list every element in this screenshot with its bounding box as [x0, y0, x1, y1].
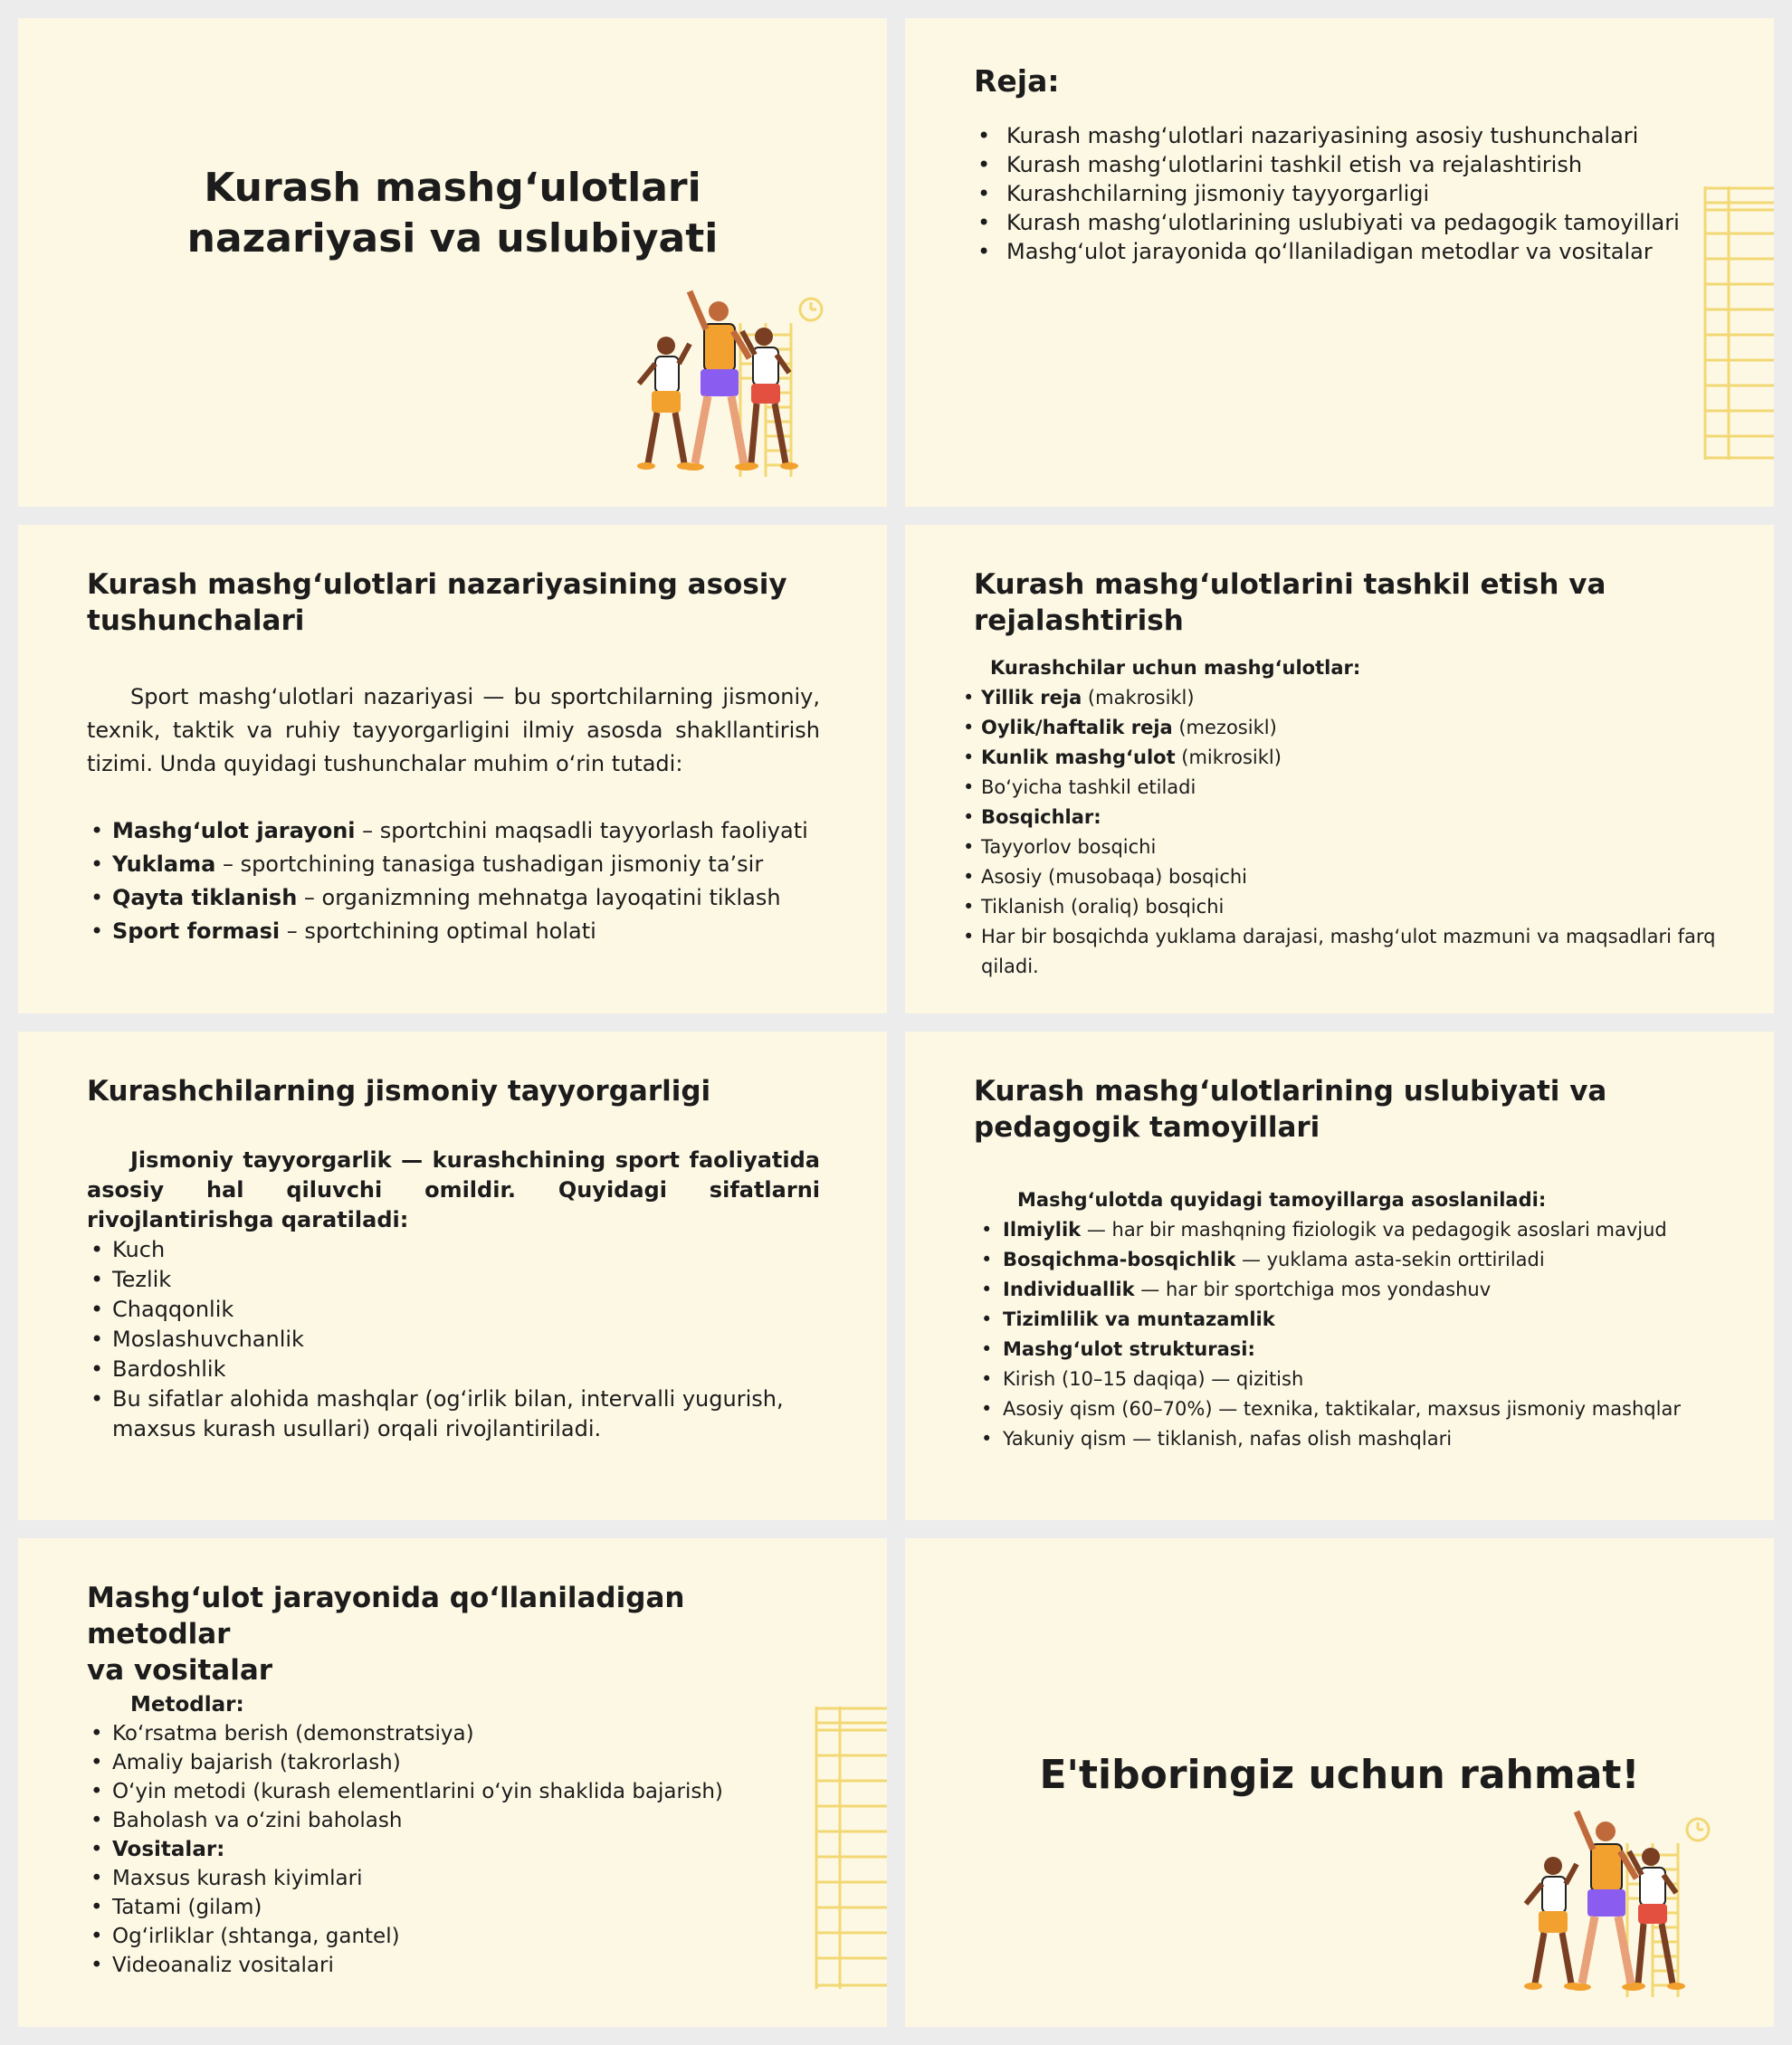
list-item — [977, 1245, 1738, 1275]
slide-basic-concepts[interactable] — [18, 525, 887, 1013]
slide-physical-preparation[interactable] — [18, 1032, 887, 1520]
intro-paragraph: Jismoniy tayyorgarlik — kurashchining sport faoliyatida asosiy hal qiluvchi omildir. Quyidagi sifatlarni rivojlantirishga qaratiladi: — [87, 1147, 820, 1232]
slide-heading — [87, 1580, 829, 1688]
plan-item: • Kurashchilarning jismoniy tayyorgarligi — [974, 179, 1698, 208]
list-item — [977, 1305, 1738, 1335]
heading-line-1: Mashg‘ulot jarayonida qo‘llaniladigan metodlar — [87, 1582, 685, 1650]
list-item — [977, 1335, 1738, 1365]
list-item: • Bu sifatlar alohida mashqlar (og‘irlik bilan, intervalli yugurish, maxsus kurash usullari) orqali rivojlantiriladi. — [87, 1384, 820, 1444]
list-item — [87, 915, 820, 948]
plan-list — [974, 121, 1698, 266]
description: — yuklama asta-sekin orttiriladi — [1235, 1249, 1545, 1270]
plan-title: Reja: — [974, 63, 1060, 99]
description: (mezosikl) — [1172, 717, 1277, 738]
term: Mashg‘ulot strukturasi: — [1003, 1338, 1255, 1360]
description: Baholash va o‘zini baholash — [112, 1809, 403, 1832]
term: Vositalar: — [112, 1838, 225, 1861]
description: Har bir bosqichda yuklama darajasi, mashg‘ulot mazmuni va maqsadlari farq qiladi. — [981, 926, 1716, 977]
slide-heading — [87, 566, 829, 639]
description: – sportchini maqsadli tayyorlash faoliyati — [355, 818, 808, 843]
term: Kunlik mashg‘ulot — [981, 747, 1176, 768]
fitness-people-illustration — [1517, 1802, 1734, 2002]
term: Tizimlilik va muntazamlik — [1003, 1308, 1275, 1330]
description: Tayyorlov bosqichi — [981, 836, 1157, 858]
list-item — [977, 1394, 1738, 1424]
plan-item: • Kurash mashg‘ulotlari nazariyasining asosiy tushunchalari — [974, 121, 1698, 150]
list-item — [87, 1777, 775, 1806]
list-item — [963, 743, 1723, 773]
slide-heading: Kurashchilarning jismoniy tayyorgarligi — [87, 1075, 711, 1108]
list-item — [977, 1365, 1738, 1394]
description: Maxsus kurash kiyimlari — [112, 1867, 363, 1890]
description: Asosiy qism (60–70%) — texnika, taktikalar, maxsus jismoniy mashqlar — [1003, 1398, 1681, 1420]
description: Bo‘yicha tashkil etiladi — [981, 776, 1196, 798]
term: Oylik/haftalik reja — [981, 717, 1173, 738]
description: – sportchining optimal holati — [280, 918, 596, 944]
list-item — [87, 1864, 775, 1893]
list-item: • Bardoshlik — [87, 1355, 820, 1384]
description: Yakuniy qism — tiklanish, nafas olish mashqlari — [1003, 1428, 1453, 1450]
plan-list-container — [974, 121, 1698, 266]
list-item — [87, 1951, 775, 1980]
list-item — [87, 848, 820, 881]
list-item — [963, 922, 1723, 982]
description: Amaliy bajarish (takrorlash) — [112, 1751, 401, 1774]
list-item — [87, 1806, 775, 1835]
list-item — [963, 862, 1723, 892]
term: Mashg‘ulot jarayoni — [112, 818, 356, 843]
intro-paragraph: Sport mashg‘ulotlari nazariyasi — bu sportchilarning jismoniy, texnik, taktik va ruhiy tayyorgarligini ilmiy asosda shakllantirish tizimi. Unda quyidagi tushunchalar muhim o‘rin tutadi: — [87, 684, 820, 776]
slide-heading — [974, 1073, 1716, 1146]
list-item: • Kuch — [87, 1235, 820, 1265]
list-item: • Moslashuvchanlik — [87, 1325, 820, 1355]
list-item — [963, 773, 1723, 803]
list-item — [87, 1748, 775, 1777]
wall-bars-ladder — [813, 1703, 887, 1993]
slide-body — [87, 1690, 775, 1980]
slide-methodology[interactable] — [905, 1032, 1774, 1520]
methods-list — [87, 1719, 775, 1980]
plan-item: • Kurash mashg‘ulotlarining uslubiyati va pedagogik tamoyillari — [974, 208, 1698, 237]
description: Tatami (gilam) — [112, 1896, 262, 1919]
list-item — [963, 683, 1723, 713]
description: — har bir sportchiga mos yondashuv — [1134, 1279, 1492, 1300]
heading-line-2: pedagogik tamoyillari — [974, 1111, 1320, 1144]
heading-line-2: va vositalar — [87, 1654, 273, 1687]
list-item — [87, 1719, 775, 1748]
term: Qayta tiklanish — [112, 885, 298, 910]
heading-line-1: Kurash mashg‘ulotlari nazariyasining asosiy — [87, 568, 787, 601]
description: – sportchining tanasiga tushadigan jismoniy ta’sir — [215, 851, 764, 877]
heading-line-2: tushunchalari — [87, 604, 305, 637]
term: Sport formasi — [112, 918, 281, 944]
list-item — [977, 1275, 1738, 1305]
slide-title[interactable] — [18, 18, 887, 507]
fitness-people-illustration — [630, 282, 847, 481]
list-item — [87, 1922, 775, 1951]
slide-plan[interactable] — [905, 18, 1774, 507]
description: Tiklanish (oraliq) bosqichi — [981, 896, 1225, 918]
description: — har bir mashqning fiziologik va pedagogik asoslari mavjud — [1081, 1219, 1667, 1241]
title-line-1: Kurash mashg‘ulotlari — [204, 165, 701, 211]
term: Bosqichlar: — [981, 806, 1101, 828]
list-item — [87, 814, 820, 848]
heading-line-2: rejalashtirish — [974, 604, 1184, 637]
description: Asosiy (musobaqa) bosqichi — [981, 866, 1248, 888]
term: Ilmiylik — [1003, 1219, 1082, 1241]
concepts-list — [87, 814, 820, 948]
list-item — [87, 1835, 775, 1864]
plan-item: • Kurash mashg‘ulotlarini tashkil etish va rejalashtirish — [974, 150, 1698, 179]
slide-methods-tools[interactable] — [18, 1538, 887, 2027]
term: Yillik reja — [981, 687, 1082, 709]
description: (mikrosikl) — [1175, 747, 1282, 768]
intro-label: Kurashchilar uchun mashg‘ulotlar: — [990, 657, 1361, 679]
list-item — [87, 881, 820, 915]
list-item — [977, 1424, 1738, 1454]
list-item — [977, 1215, 1738, 1245]
list-item — [963, 892, 1723, 922]
intro-label: Mashg‘ulotda quyidagi tamoyillarga asoslaniladi: — [1017, 1189, 1547, 1211]
term: Individuallik — [1003, 1279, 1135, 1300]
methods-label: Metodlar: — [130, 1693, 244, 1717]
description: Ko‘rsatma berish (demonstratsiya) — [112, 1722, 474, 1745]
principles-list — [977, 1215, 1738, 1454]
term: Bosqichma-bosqichlik — [1003, 1249, 1236, 1270]
slide-thanks[interactable] — [905, 1538, 1774, 2027]
presentation-title — [18, 163, 887, 264]
title-line-2: nazariyasi va uslubiyati — [186, 215, 719, 262]
heading-line-1: Kurash mashg‘ulotlarining uslubiyati va — [974, 1075, 1607, 1108]
slide-body — [87, 1146, 820, 1444]
thanks-title: E'tiboringiz uchun rahmat! — [1039, 1752, 1640, 1798]
slide-body — [977, 1185, 1738, 1454]
slide-organization[interactable] — [905, 525, 1774, 1013]
slide-body — [87, 680, 820, 948]
heading-line-1: Kurash mashg‘ulotlarini tashkil etish va — [974, 568, 1606, 601]
slide-heading — [974, 566, 1716, 639]
list-item — [87, 1893, 775, 1922]
plan-item: • Mashg‘ulot jarayonida qo‘llaniladigan metodlar va vositalar — [974, 237, 1698, 266]
description: Og‘irliklar (shtanga, gantel) — [112, 1925, 400, 1948]
description: Kirish (10–15 daqiqa) — qizitish — [1003, 1368, 1304, 1390]
term: Yuklama — [112, 851, 216, 877]
wall-bars-ladder — [1701, 183, 1774, 463]
list-item — [963, 803, 1723, 832]
list-item — [963, 713, 1723, 743]
list-item: • Chaqqonlik — [87, 1295, 820, 1325]
qualities-list — [87, 1235, 820, 1444]
organization-list — [963, 683, 1723, 982]
slide-body — [963, 653, 1723, 982]
description: – organizmning mehnatga layoqatini tiklash — [297, 885, 781, 910]
list-item: • Tezlik — [87, 1265, 820, 1295]
list-item — [963, 832, 1723, 862]
description: O‘yin metodi (kurash elementlarini o‘yin shaklida bajarish) — [112, 1780, 723, 1803]
description: (makrosikl) — [1082, 687, 1195, 709]
description: Videoanaliz vositalari — [112, 1954, 334, 1977]
